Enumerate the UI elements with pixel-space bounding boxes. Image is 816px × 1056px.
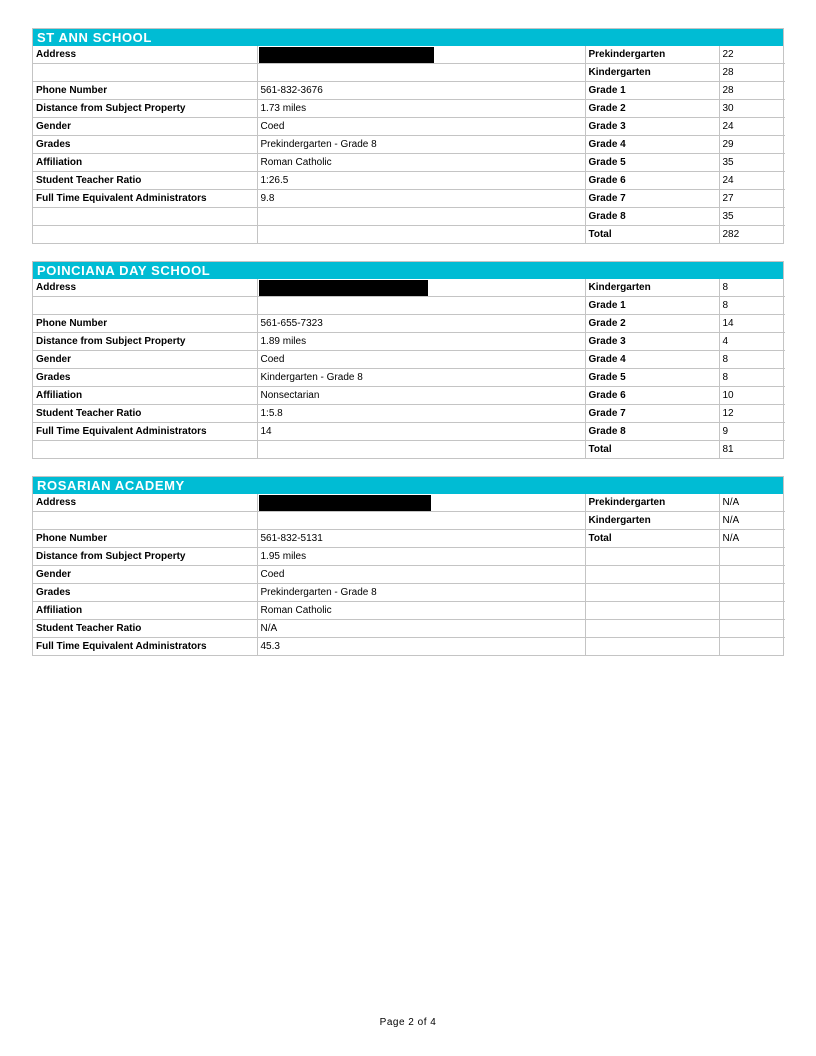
field-value: [257, 208, 585, 226]
grade-count: 22: [719, 46, 785, 64]
field-value: Kindergarten - Grade 8: [257, 369, 585, 387]
info-row: [33, 602, 785, 620]
grade-label: Grade 2: [585, 100, 719, 118]
field-label: Affiliation: [33, 154, 257, 172]
field-value: 1.73 miles: [257, 100, 585, 118]
info-row: [33, 64, 785, 82]
grade-label: Grade 4: [585, 351, 719, 369]
field-label: Phone Number: [33, 315, 257, 333]
info-row: [33, 351, 785, 369]
info-row: [33, 423, 785, 441]
info-row: [33, 279, 785, 297]
field-value: 561-655-7323: [257, 315, 585, 333]
grade-count: [719, 566, 785, 584]
redaction-block: [259, 495, 431, 512]
field-label: Gender: [33, 351, 257, 369]
field-value: 1:5.8: [257, 405, 585, 423]
grade-label: [585, 548, 719, 566]
grade-label: [585, 620, 719, 638]
info-row: [33, 530, 785, 548]
field-value: [257, 64, 585, 82]
info-row: [33, 297, 785, 315]
school-rosarian-academy: [32, 476, 784, 656]
field-label: Student Teacher Ratio: [33, 620, 257, 638]
info-row: [33, 494, 785, 512]
grade-label: [585, 566, 719, 584]
grade-label: Kindergarten: [585, 279, 719, 297]
info-row: [33, 82, 785, 100]
grade-label: Grade 8: [585, 208, 719, 226]
field-label: Student Teacher Ratio: [33, 172, 257, 190]
info-row: [33, 172, 785, 190]
field-label: Student Teacher Ratio: [33, 405, 257, 423]
grade-count: 282: [719, 226, 785, 244]
grade-count: [719, 620, 785, 638]
grade-label: Grade 6: [585, 172, 719, 190]
grade-label: Grade 3: [585, 118, 719, 136]
grade-count: 9: [719, 423, 785, 441]
grade-count: 24: [719, 172, 785, 190]
grade-label: [585, 638, 719, 656]
redaction-block: [259, 280, 428, 297]
grade-label: Kindergarten: [585, 512, 719, 530]
info-row: [33, 405, 785, 423]
info-row: [33, 620, 785, 638]
field-value: 9.8: [257, 190, 585, 208]
address-value: [257, 494, 585, 512]
field-label: Distance from Subject Property: [33, 100, 257, 118]
address-value: [257, 279, 585, 297]
grade-count: 8: [719, 279, 785, 297]
grade-count: 12: [719, 405, 785, 423]
grade-label: Grade 8: [585, 423, 719, 441]
info-row: [33, 333, 785, 351]
field-label: Address: [33, 46, 257, 64]
grade-count: N/A: [719, 512, 785, 530]
field-label: Gender: [33, 118, 257, 136]
field-label: Phone Number: [33, 82, 257, 100]
grade-label: [585, 584, 719, 602]
info-row: [33, 315, 785, 333]
field-value: Coed: [257, 351, 585, 369]
page-number: Page 2 of 4: [379, 1017, 437, 1028]
grade-count: 35: [719, 208, 785, 226]
field-label: Phone Number: [33, 530, 257, 548]
grade-label: Kindergarten: [585, 64, 719, 82]
grade-count: 27: [719, 190, 785, 208]
field-value: [257, 441, 585, 459]
info-row: [33, 136, 785, 154]
field-value: 1.89 miles: [257, 333, 585, 351]
field-value: Roman Catholic: [257, 602, 585, 620]
redaction-block: [259, 47, 434, 64]
info-row: [33, 190, 785, 208]
grade-count: [719, 638, 785, 656]
grade-label: Grade 5: [585, 369, 719, 387]
grade-count: 4: [719, 333, 785, 351]
field-label: Gender: [33, 566, 257, 584]
grade-label: Grade 3: [585, 333, 719, 351]
info-row: [33, 548, 785, 566]
info-row: [33, 208, 785, 226]
grade-count: [719, 548, 785, 566]
school-name: ROSARIAN ACADEMY: [33, 477, 783, 494]
field-value: Roman Catholic: [257, 154, 585, 172]
field-value: [257, 297, 585, 315]
grade-count: 14: [719, 315, 785, 333]
field-label: Full Time Equivalent Administrators: [33, 638, 257, 656]
field-label: Distance from Subject Property: [33, 548, 257, 566]
info-row: [33, 369, 785, 387]
grade-count: 28: [719, 82, 785, 100]
grade-count: 28: [719, 64, 785, 82]
field-value: 561-832-3676: [257, 82, 585, 100]
grade-count: [719, 602, 785, 620]
grade-count: N/A: [719, 530, 785, 548]
grade-count: 29: [719, 136, 785, 154]
info-row: [33, 512, 785, 530]
field-value: N/A: [257, 620, 585, 638]
school-info-table: [33, 279, 785, 458]
field-value: 1.95 miles: [257, 548, 585, 566]
info-row: [33, 566, 785, 584]
field-value: Coed: [257, 566, 585, 584]
grade-label: Total: [585, 226, 719, 244]
info-row: [33, 46, 785, 64]
address-value: [257, 46, 585, 64]
school-name: ST ANN SCHOOL: [33, 29, 783, 46]
field-label: Grades: [33, 584, 257, 602]
grade-count: 81: [719, 441, 785, 459]
field-label: [33, 208, 257, 226]
field-value: Coed: [257, 118, 585, 136]
grade-label: Prekindergarten: [585, 494, 719, 512]
info-row: [33, 584, 785, 602]
field-label: Full Time Equivalent Administrators: [33, 423, 257, 441]
grade-count: 8: [719, 351, 785, 369]
grade-label: Total: [585, 441, 719, 459]
grade-label: Grade 1: [585, 82, 719, 100]
field-label: [33, 512, 257, 530]
field-label: Grades: [33, 369, 257, 387]
school-poinciana-day: [32, 261, 784, 459]
grade-label: Grade 6: [585, 387, 719, 405]
grade-label: [585, 602, 719, 620]
field-label: [33, 297, 257, 315]
grade-count: 24: [719, 118, 785, 136]
field-label: Affiliation: [33, 602, 257, 620]
grade-label: Grade 5: [585, 154, 719, 172]
field-value: 561-832-5131: [257, 530, 585, 548]
field-label: [33, 226, 257, 244]
field-value: Nonsectarian: [257, 387, 585, 405]
info-row: [33, 154, 785, 172]
grade-label: Grade 4: [585, 136, 719, 154]
field-label: [33, 441, 257, 459]
field-value: 14: [257, 423, 585, 441]
info-row: [33, 100, 785, 118]
field-value: [257, 226, 585, 244]
field-value: Prekindergarten - Grade 8: [257, 136, 585, 154]
info-row: [33, 638, 785, 656]
info-row: [33, 387, 785, 405]
field-label: Distance from Subject Property: [33, 333, 257, 351]
school-name: POINCIANA DAY SCHOOL: [33, 262, 783, 279]
grade-label: Grade 1: [585, 297, 719, 315]
info-row: [33, 118, 785, 136]
field-label: Grades: [33, 136, 257, 154]
info-row: [33, 226, 785, 244]
grade-count: 35: [719, 154, 785, 172]
info-row: [33, 441, 785, 459]
grade-count: 30: [719, 100, 785, 118]
field-label: Full Time Equivalent Administrators: [33, 190, 257, 208]
grade-label: Grade 7: [585, 190, 719, 208]
grade-label: Prekindergarten: [585, 46, 719, 64]
grade-count: [719, 584, 785, 602]
field-label: Affiliation: [33, 387, 257, 405]
field-value: 1:26.5: [257, 172, 585, 190]
school-st-ann: [32, 28, 784, 244]
field-label: Address: [33, 494, 257, 512]
grade-label: Grade 2: [585, 315, 719, 333]
grade-count: 8: [719, 369, 785, 387]
field-value: [257, 512, 585, 530]
school-info-table: [33, 494, 785, 655]
field-label: Address: [33, 279, 257, 297]
grade-count: 10: [719, 387, 785, 405]
field-value: Prekindergarten - Grade 8: [257, 584, 585, 602]
field-label: [33, 64, 257, 82]
grade-count: 8: [719, 297, 785, 315]
grade-count: N/A: [719, 494, 785, 512]
school-info-table: [33, 46, 785, 243]
field-value: 45.3: [257, 638, 585, 656]
grade-label: Grade 7: [585, 405, 719, 423]
grade-label: Total: [585, 530, 719, 548]
